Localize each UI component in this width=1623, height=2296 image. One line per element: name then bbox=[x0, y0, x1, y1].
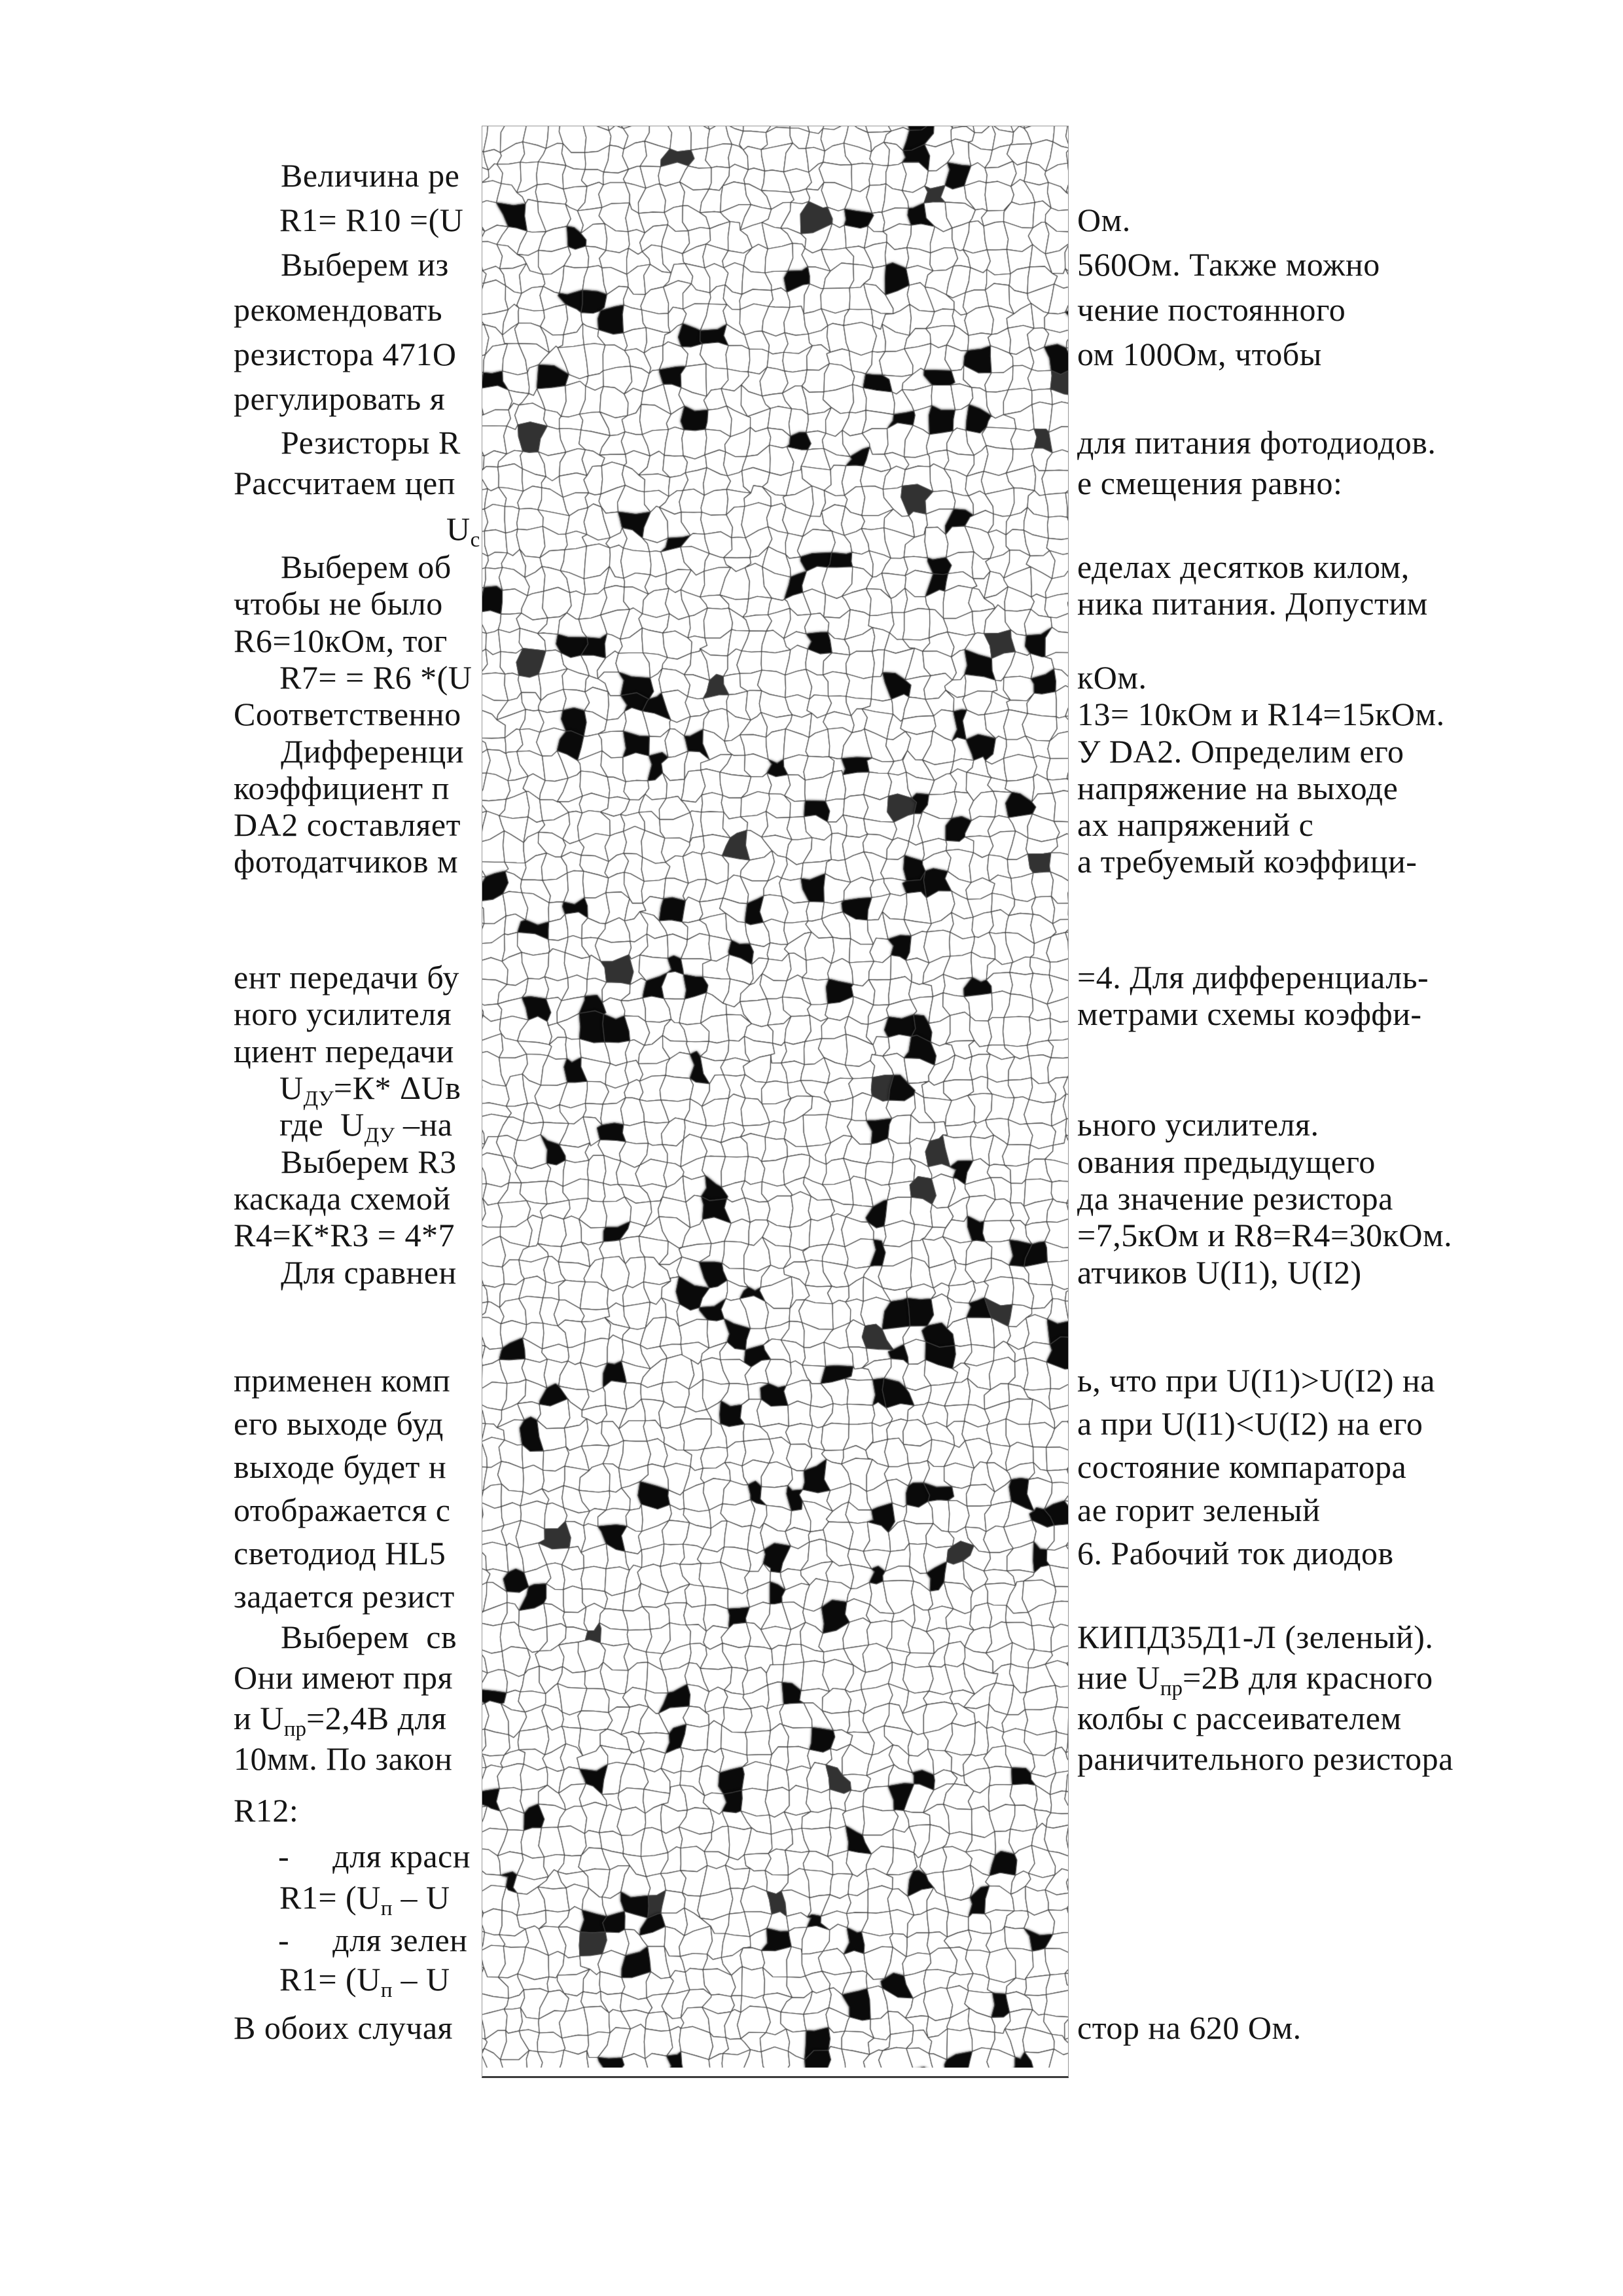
left-fragment: R12: bbox=[234, 1792, 299, 1829]
left-fragment: Они имеют пря bbox=[234, 1659, 454, 1696]
right-fragment: Ом. bbox=[1077, 202, 1131, 238]
left-fragment: R4=К*R3 = 4*7 bbox=[234, 1217, 455, 1253]
right-fragment: ования предыдущего bbox=[1077, 1143, 1376, 1180]
left-fragment: В обоих случая bbox=[234, 2009, 454, 2046]
left-fragment: рекомендовать bbox=[234, 291, 452, 328]
left-fragment: где $U_{ДУ}$ –на bbox=[279, 1106, 453, 1147]
right-fragment: стор на 620 Ом. bbox=[1077, 2009, 1302, 2046]
left-fragment: R6=10кОм, тог bbox=[234, 622, 448, 659]
left-fragment: - для красн bbox=[278, 1838, 471, 1874]
right-fragment: состояние компаратора bbox=[1077, 1448, 1407, 1485]
left-fragment: - для зелен bbox=[278, 1922, 468, 1958]
right-fragment: ь, что при U(I1)>U(I2) на bbox=[1077, 1362, 1435, 1399]
left-fragment: ного усилителя bbox=[234, 996, 461, 1032]
right-fragment: 560Ом. Также можно bbox=[1077, 246, 1380, 283]
left-fragment: R1= R10 =(U bbox=[279, 202, 464, 238]
right-fragment: КИПД35Д1-Л (зеленый). bbox=[1077, 1619, 1434, 1655]
left-fragment: каскада схемой bbox=[234, 1180, 451, 1217]
left-fragment: Выберем из bbox=[281, 246, 457, 283]
left-fragment: резистора 471О bbox=[234, 336, 457, 372]
right-fragment: метрами схемы коэффи- bbox=[1077, 996, 1422, 1032]
right-fragment: ние $U_{пр}=2В$ для красного bbox=[1077, 1659, 1433, 1700]
left-fragment: $R1= (U_п - U$ bbox=[279, 1879, 450, 1920]
right-fragment: колбы с рассеивателем bbox=[1077, 1700, 1402, 1736]
left-fragment: выходе будет н bbox=[234, 1448, 447, 1485]
right-fragment: а требуемый коэффици- bbox=[1077, 843, 1418, 880]
right-fragment: для питания фотодиодов. bbox=[1077, 424, 1436, 461]
right-fragment: 6. Рабочий ток диодов bbox=[1077, 1535, 1394, 1571]
right-fragment: ах напряжений с bbox=[1077, 806, 1314, 843]
mosaic-pattern-canvas bbox=[482, 126, 1068, 2072]
left-fragment: $R1= (U_п - U$ bbox=[279, 1961, 450, 2002]
left-fragment: светодиод HL5 bbox=[234, 1535, 446, 1571]
left-fragment: задается резист bbox=[234, 1578, 455, 1615]
left-fragment: фотодатчиков м bbox=[234, 843, 459, 880]
right-fragment: да значение резистора bbox=[1077, 1180, 1393, 1217]
left-fragment: R7= = R6 *(U bbox=[279, 659, 473, 696]
left-fragment: отображается с bbox=[234, 1492, 451, 1528]
left-fragment: 10мм. По закон bbox=[234, 1740, 453, 1777]
left-fragment: коэффициент п bbox=[234, 770, 450, 806]
left-fragment: Выберем св bbox=[281, 1619, 457, 1655]
bullet-dash: - bbox=[278, 1838, 290, 1874]
right-fragment: еделах десятков килом, bbox=[1077, 548, 1410, 585]
left-fragment: Рассчитаем цеп bbox=[234, 465, 455, 501]
left-fragment: Выберем R3 bbox=[281, 1143, 457, 1180]
left-fragment: и $U_{пр}=2,4В$ для bbox=[234, 1700, 447, 1741]
right-fragment: атчиков U(I1), U(I2) bbox=[1077, 1254, 1362, 1291]
left-fragment: применен комп bbox=[234, 1362, 451, 1399]
left-fragment: регулировать я bbox=[234, 380, 446, 417]
mosaic-censor-overlay bbox=[482, 126, 1069, 2078]
right-fragment: е смещения равно: bbox=[1077, 465, 1343, 501]
left-fragment: Соответственно bbox=[234, 696, 461, 732]
left-fragment: чтобы не было bbox=[234, 585, 452, 622]
right-fragment: а при U(I1)<U(I2) на его bbox=[1077, 1405, 1423, 1442]
right-fragment: =7,5кОм и R8=R4=30кОм. bbox=[1077, 1217, 1453, 1253]
left-fragment: Дифференци bbox=[281, 733, 465, 770]
right-fragment: кОм. bbox=[1077, 659, 1147, 696]
left-fragment: циент передачи bbox=[234, 1033, 454, 1069]
right-fragment: чение постоянного bbox=[1077, 291, 1346, 328]
left-fragment: Величина ре bbox=[281, 157, 460, 194]
left-fragment: Выберем об bbox=[281, 548, 452, 585]
right-fragment: раничительного резистора bbox=[1077, 1740, 1454, 1777]
left-fragment: DA2 составляет bbox=[234, 806, 461, 843]
right-fragment: 13= 10кОм и R14=15кОм. bbox=[1077, 696, 1445, 732]
right-fragment: ом 100Ом, чтобы bbox=[1077, 336, 1322, 372]
right-fragment: У DA2. Определим его bbox=[1077, 733, 1404, 770]
right-fragment: =4. Для дифференциаль- bbox=[1077, 959, 1429, 996]
left-fragment: ент передачи бу bbox=[234, 959, 459, 996]
right-fragment: ника питания. Допустим bbox=[1077, 585, 1428, 622]
right-fragment: напряжение на выходе bbox=[1077, 770, 1399, 806]
right-fragment: ьного усилителя. bbox=[1077, 1106, 1319, 1143]
bullet-dash: - bbox=[278, 1922, 290, 1958]
left-fragment: Резисторы R bbox=[281, 424, 461, 461]
left-fragment: Для сравнен bbox=[281, 1254, 457, 1291]
left-fragment: $U_с$ bbox=[446, 511, 480, 552]
right-fragment: ае горит зеленый bbox=[1077, 1492, 1321, 1528]
left-fragment: его выходе буд bbox=[234, 1405, 444, 1442]
left-fragment: $U_{ДУ}=К*$ ΔUв bbox=[279, 1069, 461, 1111]
